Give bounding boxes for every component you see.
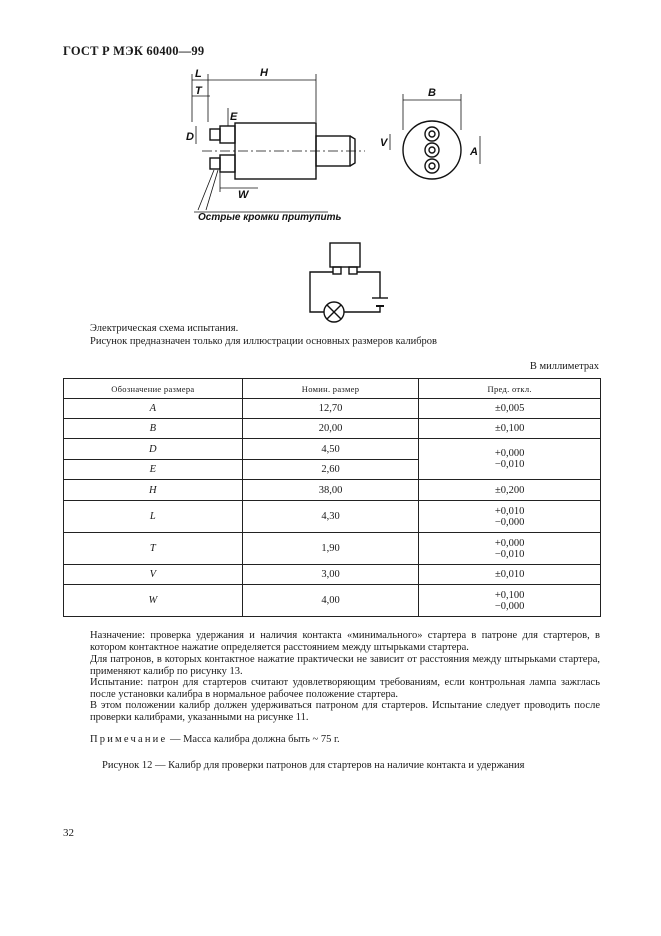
page-number: 32 bbox=[63, 827, 74, 839]
dim-label-d: D bbox=[186, 131, 194, 143]
table-row: B 20,00 ±0,100 bbox=[64, 419, 601, 439]
dim-label-e: E bbox=[230, 111, 238, 123]
table-row: D 4,50 +0,000 −0,010 bbox=[64, 439, 601, 460]
column-header: Номин. размер bbox=[242, 379, 419, 399]
column-header: Пред. откл. bbox=[419, 379, 601, 399]
gauge-end-view bbox=[403, 121, 461, 179]
dimensions-table bbox=[63, 378, 601, 617]
circuit-starter bbox=[330, 243, 360, 267]
table-row: W 4,00 +0,100 −0,000 bbox=[64, 585, 601, 617]
figure-caption: Рисунок 12 — Калибр для проверки патронов для стартеров на наличие контакта и удержания bbox=[102, 760, 525, 771]
column-header: Обозначение размера bbox=[64, 379, 243, 399]
note bbox=[90, 734, 340, 745]
paragraph-test: Испытание: патрон для стартеров считают удовлетворяющим требованиям, если контрольная лампа зажглась после установки калибра в нормальное рабочее положение стартера. bbox=[90, 677, 600, 700]
table-row: T 1,90 +0,000 −0,010 bbox=[64, 533, 601, 565]
note-text: — Масса калибра должна быть ~ 75 г. bbox=[167, 734, 340, 745]
paragraph-purpose: Назначение: проверка удержания и наличия контакта «минимального» стартера в патроне для стартеров, в котором контактное нажатие определяется расстоянием между штырьками стартера. bbox=[90, 630, 600, 653]
paragraph-position: В этом положении калибр должен удерживаться патроном для стартеров. Испытание следует проводить после проверки калибрами, указанными на рисунке 11. bbox=[90, 700, 600, 723]
gauge-drawing bbox=[150, 60, 490, 335]
document-header: ГОСТ Р МЭК 60400—99 bbox=[63, 44, 205, 58]
caption-line-1: Электрическая схема испытания. bbox=[90, 323, 239, 334]
dim-label-w: W bbox=[238, 189, 249, 201]
dim-label-a: A bbox=[470, 146, 478, 158]
paragraph-patrons: Для патронов, в которых контактное нажатие практически не зависит от расстояния между штырьками стартера, применяют калибр по рисунку 13. bbox=[90, 654, 600, 677]
caption-line-2: Рисунок предназначен только для иллюстрации основных размеров калибров bbox=[90, 336, 438, 347]
dim-label-b: B bbox=[428, 87, 436, 99]
note-label: Примечание bbox=[90, 734, 168, 745]
table-row: L 4,30 +0,010 −0,000 bbox=[64, 501, 601, 533]
table-row: H 38,00 ±0,200 bbox=[64, 480, 601, 501]
units-label: В миллиметрах bbox=[529, 361, 599, 372]
edge-note: Острые кромки притупить bbox=[198, 212, 342, 223]
dim-label-l: L bbox=[195, 68, 202, 80]
dim-label-h: H bbox=[260, 67, 268, 79]
table-row: V 3,00 ±0,010 bbox=[64, 565, 601, 585]
table-row: A 12,70 ±0,005 bbox=[64, 399, 601, 419]
dim-label-t: T bbox=[195, 85, 202, 97]
table-header-row bbox=[64, 379, 601, 399]
table-row: E 2,60 bbox=[64, 460, 601, 480]
dim-label-v: V bbox=[380, 137, 388, 149]
